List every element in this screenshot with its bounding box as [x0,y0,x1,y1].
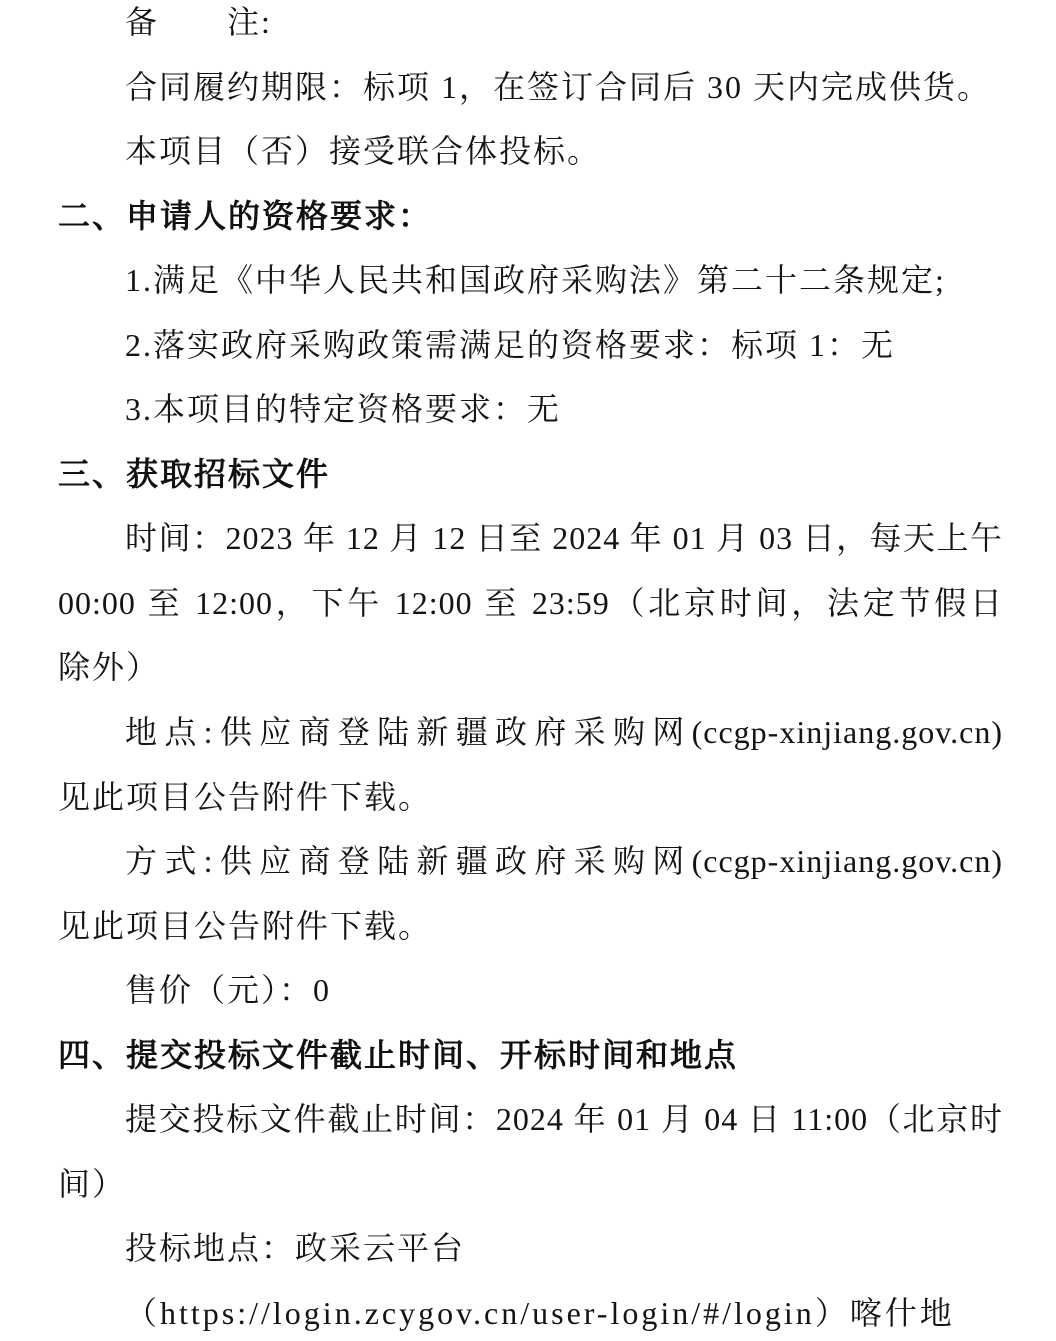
obtain-method-text: 方式:供应商登陆新疆政府采购网(ccgp-xinjiang.gov.cn) [125,843,1003,880]
section-heading-obtain-documents: 三、获取招标文件 [58,455,331,492]
section-heading-submission: 四、提交投标文件截止时间、开标时间和地点 [58,1036,739,1073]
remark-label: 备 注: [125,4,272,40]
contract-period-text: 合同履约期限：标项 1，在签订合同后 30 天内完成供货。 [125,68,992,105]
document-price-text: 售价（元）：0 [125,972,332,1009]
obtain-place-text: 地点:供应商登陆新疆政府采购网(ccgp-xinjiang.gov.cn) [125,714,1003,751]
obtain-method-text-end: 见此项目公告附件下载。 [58,907,433,944]
obtain-place-text-end: 见此项目公告附件下载。 [58,778,433,815]
document-body [58,0,1003,1341]
obtain-time-text: 时间：2023 年 12 月 12 日至 2024 年 01 月 03 日，每天上午 [125,520,1003,557]
consortium-bid-text: 本项目（否）接受联合体投标。 [125,133,602,170]
section-heading-qualifications: 二、申请人的资格要求： [58,197,433,234]
qualification-item-3: 3.本项目的特定资格要求：无 [125,391,562,428]
submission-deadline-text: 提交投标文件截止时间：2024 年 01 月 04 日 11:00（北京时 [125,1101,1003,1138]
obtain-time-text-cont: 00:00 至 12:00，下午 12:00 至 23:59（北京时间，法定节假日 [58,584,1003,621]
qualification-item-1: 1.满足《中华人民共和国政府采购法》第二十二条规定; [125,262,946,299]
qualification-item-2: 2.落实政府采购政策需满足的资格要求：标项 1：无 [125,326,896,363]
obtain-time-text-end: 除外） [58,649,161,686]
bid-venue-text: 投标地点：政采云平台 [125,1230,466,1267]
bid-venue-url-text: （https://login.zcygov.cn/user-login/#/login）喀什地 [125,1294,955,1331]
submission-deadline-text-end: 间） [58,1165,127,1202]
